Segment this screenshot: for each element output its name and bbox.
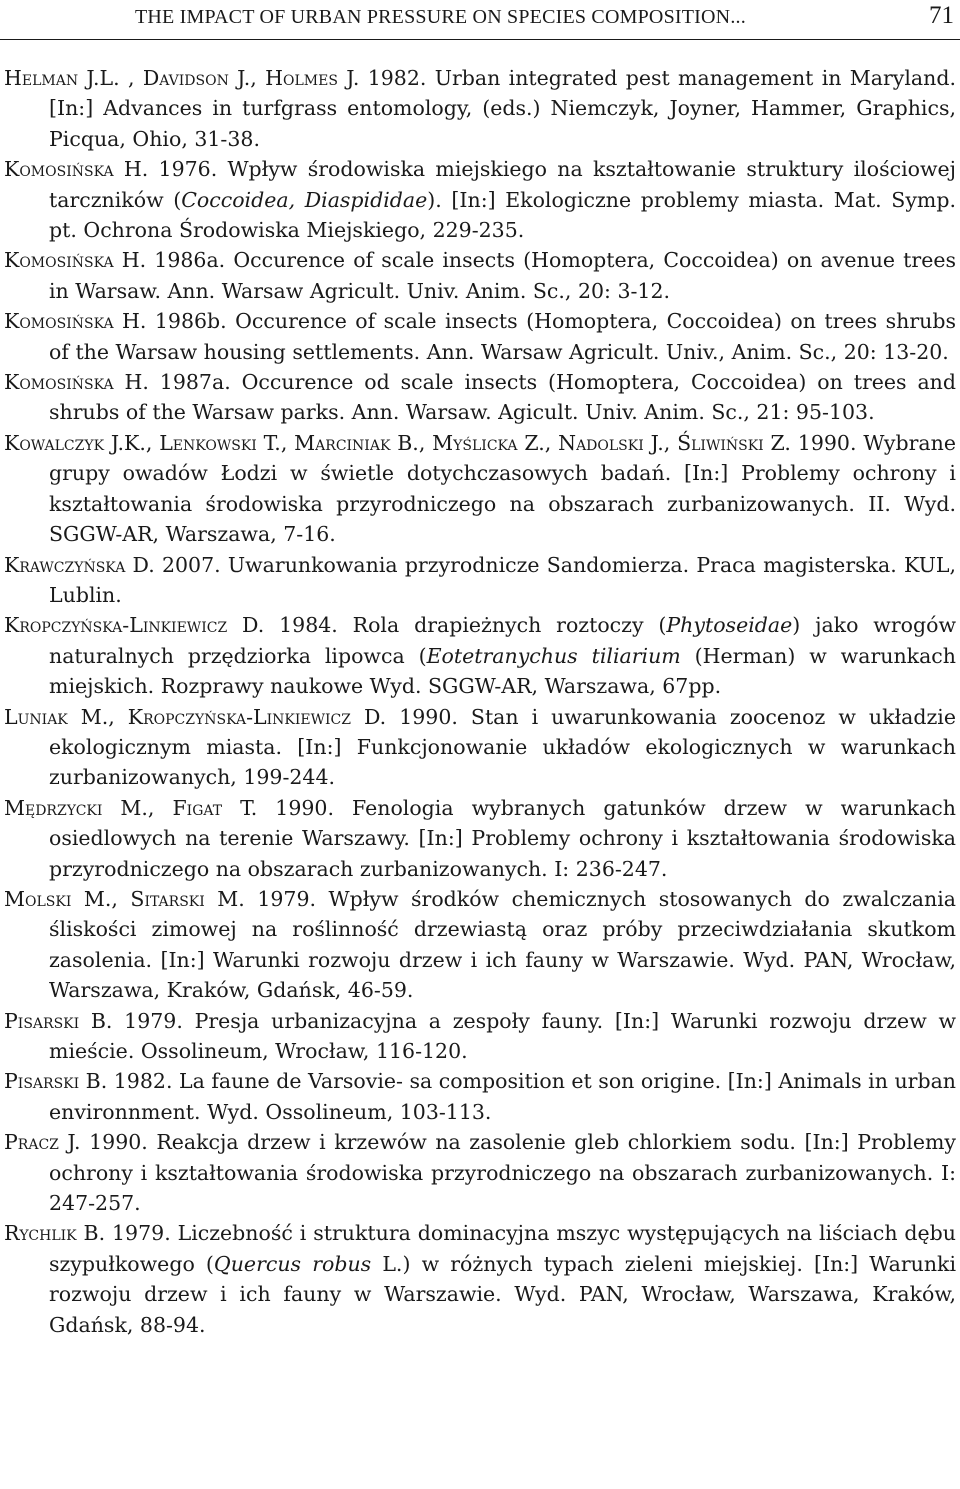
reference-text: 2007. Uwarunkowania przyrodnicze Sandomierza. Praca magisterska. KUL, Lublin. <box>49 552 956 607</box>
reference-text: 1986b. Occurence of scale insects (Homoptera, Coccoidea) on trees shrubs of the Warsaw housing settlements. Ann. Warsaw Agricult. Univ., Anim. Sc., 20: 13-20. <box>49 309 957 364</box>
reference-authors: Luniak M., Kropczyńska-Linkiewicz D. <box>4 704 387 729</box>
reference-text: 1976. Wpływ środowiska miejskiego na kształtowanie struktury ilościowej tarczników ( <box>49 157 957 212</box>
reference-text: 1990. Fenologia wybranych gatunków drzew w warunkach osiedlowych na terenie Warszawy. [In:] Problemy ochrony i kształtowania środowiska przyrodniczego na obszarach zurbanizowanych. I: 236-247. <box>49 795 956 881</box>
reference-text: (Herman) w warunkach miejskich. Rozprawy naukowe Wyd. SGGW-AR, Warszawa, 67pp. <box>49 643 956 699</box>
reference-entry <box>4 245 956 306</box>
reference-italic-text: Phytoseidae <box>666 613 793 638</box>
reference-entry <box>4 702 956 793</box>
reference-italic-text: Eotetranychus tiliarium <box>426 643 681 668</box>
reference-list <box>4 63 956 1340</box>
reference-authors: Helman J.L. , Davidson J., Holmes J. <box>4 66 360 90</box>
reference-entry <box>4 793 956 884</box>
page-number: 71 <box>929 2 954 29</box>
reference-text: 1979. Presja urbanizacyjna a zespoły fauny. [In:] Warunki rozwoju drzew w mieście. Ossolineum, Wrocław, 116-120. <box>49 1008 957 1063</box>
reference-entry <box>4 1127 956 1218</box>
reference-text: 1982. Urban integrated pest management in Maryland. [In:] Advances in turfgrass entomology, (eds.) Niemczyk, Joyner, Hammer, Graphics, Picqua, Ohio, 31-38. <box>49 66 956 151</box>
reference-authors: Krawczyńska D. <box>4 552 155 577</box>
reference-entry <box>4 550 956 611</box>
reference-entry <box>4 1218 956 1340</box>
reference-authors: Komosińska H. <box>4 157 149 182</box>
reference-entry <box>4 884 956 1006</box>
reference-authors: Pisarski B. <box>4 1008 113 1033</box>
reference-text: 1979. Wpływ środków chemicznych stosowanych do zwalczania śliskości zimowej na roślinność drzewiastą oraz próby przeciwdziałania skutkom zasolenia. [In:] Warunki rozwoju drzew i ich fauny w Warszawie. Wyd. PAN, Wrocław, Warszawa, Kraków, Gdańsk, 46-59. <box>49 886 957 1003</box>
reference-text: 1990. Stan i uwarunkowania zoocenoz w układzie ekologicznym miasta. [In:] Funkcjonowanie układów ekologicznych w warunkach zurbanizowanych, 199-244. <box>49 704 956 790</box>
running-title: THE IMPACT OF URBAN PRESSURE ON SPECIES COMPOSITION... <box>135 6 746 28</box>
reference-text: 1982. La faune de Varsovie- sa composition et son origine. [In:] Animals in urban environnment. Wyd. Ossolineum, 103-113. <box>49 1069 956 1124</box>
running-header <box>0 0 960 40</box>
reference-authors: Komosińska H. <box>4 248 147 273</box>
reference-italic-text: Coccoidea, Diaspididae <box>181 187 428 212</box>
reference-entry <box>4 306 956 367</box>
reference-text: 1990. Reakcja drzew i krzewów na zasolenie gleb chlorkiem sodu. [In:] Problemy ochrony i kształtowania środowiska przyrodniczego na obszarach zurbanizowanych. I: 247-257. <box>49 1130 956 1216</box>
reference-text: 1979. Liczebność i struktura dominacyjna mszyc występujących na liściach dębu szypułkowego ( <box>49 1221 956 1276</box>
reference-text: 1984. Rola drapieżnych roztoczy ( <box>264 613 667 638</box>
reference-authors: Mędrzycki M., Figat T. <box>4 795 258 820</box>
reference-text: ) jako wrogów naturalnych przędziorka lipowca ( <box>49 613 956 668</box>
reference-authors: Pisarski B. <box>4 1069 108 1094</box>
reference-authors: Molski M., Sitarski M. <box>4 886 245 911</box>
header-rule <box>0 39 960 40</box>
reference-entry <box>4 428 956 550</box>
reference-entry <box>4 63 956 154</box>
reference-text: 1990. Wybrane grupy owadów Łodzi w świetle dotychczasowych badań. [In:] Problemy ochrony i kształtowania środowiska przyrodniczego na obszarach zurbanizowanych. II. Wyd. SGGW-AR, Warszawa, 7-16. <box>49 430 956 547</box>
reference-text: 1987a. Occurence od scale insects (Homoptera, Coccoidea) on trees and shrubs of the Warsaw parks. Ann. Warsaw. Agicult. Univ. Anim. Sc., 21: 95-103. <box>49 370 957 425</box>
reference-entry <box>4 1006 956 1067</box>
reference-authors: Komosińska H. <box>4 370 149 395</box>
reference-text: 1986a. Occurence of scale insects (Homoptera, Coccoidea) on avenue trees in Warsaw. Ann. Warsaw Agricult. Univ. Anim. Sc., 20: 3-12. <box>49 248 957 303</box>
reference-text: L.) w różnych typach zieleni miejskiej. [In:] Warunki rozwoju drzew i ich fauny w Warszawie. Wyd. PAN, Wrocław, Warszawa, Kraków, Gdańsk, 88-94. <box>49 1251 956 1337</box>
reference-italic-text: Quercus robus <box>213 1251 372 1276</box>
reference-entry <box>4 610 956 701</box>
reference-authors: Kropczyńska-Linkiewicz D. <box>4 613 265 638</box>
reference-entry <box>4 1066 956 1127</box>
reference-authors: Rychlik B. <box>4 1221 106 1246</box>
reference-authors: Pracz J. <box>4 1130 81 1155</box>
reference-authors: Komosińska H. <box>4 309 147 334</box>
reference-entry <box>4 367 956 428</box>
reference-entry <box>4 154 956 245</box>
reference-text: ). [In:] Ekologiczne problemy miasta. Mat. Symp. pt. Ochrona Środowiska Miejskiego, 229-235. <box>49 187 957 243</box>
reference-authors: Kowalczyk J.K., Lenkowski T., Marciniak B., Myślicka Z., Nadolski J., Śliwiński Z. <box>4 430 791 455</box>
